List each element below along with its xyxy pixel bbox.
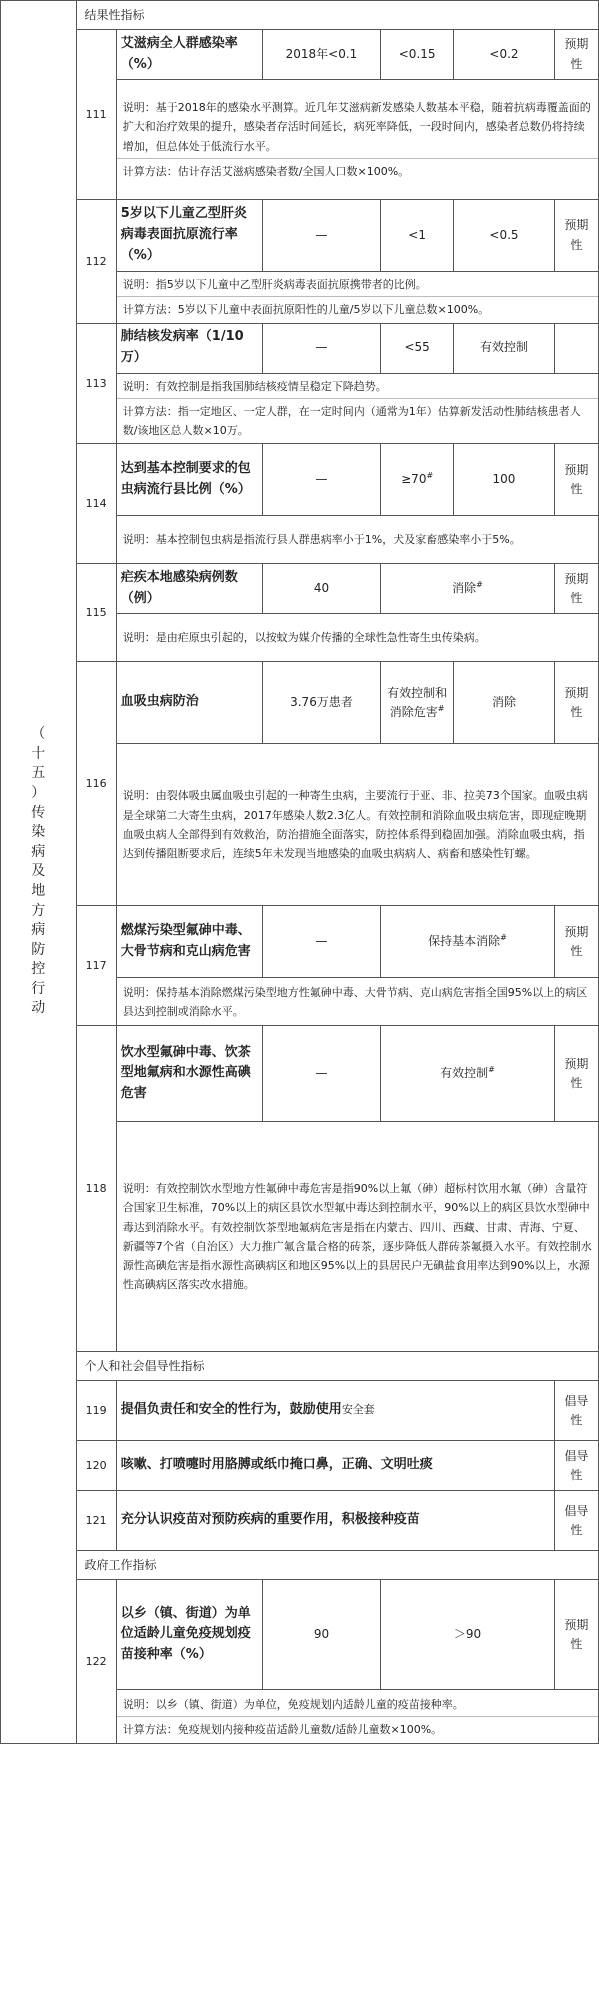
target-2022 (381, 662, 454, 744)
baseline-value: — (262, 906, 380, 978)
target-value: 保持基本消除 (428, 934, 501, 949)
sidebar-label: （十五）传染病及地方病防控行动 (31, 726, 46, 1017)
indicator-name: 疟疾本地感染病例数（例） (116, 564, 262, 614)
sidebar-cell (1, 1, 77, 1744)
indicator-note (116, 1122, 598, 1352)
target-merged (381, 906, 555, 978)
footnote-mark: # (476, 580, 483, 590)
indicator-number: 112 (76, 200, 116, 324)
note-text: 说明：保持基本消除燃煤污染型地方性氟砷中毒、大骨节病、克山病危害指全国95%以上的病区县达到控制或消除水平。 (122, 985, 588, 1018)
indicator-note (116, 744, 598, 906)
target-value: 有效控制 (440, 1066, 489, 1081)
footnote-mark: # (426, 471, 434, 481)
indicator-name: 饮水型氟砷中毒、饮茶型地氟病和水源性高碘危害 (116, 1026, 262, 1122)
indicator-number: 118 (76, 1026, 116, 1352)
advocacy-subtext: 安全套 (341, 1403, 375, 1417)
baseline-value: — (262, 200, 380, 272)
note-text: 说明：基本控制包虫病是指流行县人群患病率小于1%，犬及家畜感染率小于5%。 (122, 533, 521, 547)
indicator-note (116, 978, 598, 1026)
indicator-number: 117 (76, 906, 116, 1026)
target-2030: 消除 (454, 662, 555, 744)
indicator-type (554, 323, 598, 373)
target-2022 (381, 444, 454, 516)
baseline-value: — (262, 323, 380, 373)
indicator-name: 肺结核发病率（1/10万） (116, 323, 262, 373)
indicator-type: 倡导性 (554, 1441, 598, 1491)
indicator-note (116, 272, 598, 324)
indicator-note (116, 80, 598, 200)
indicator-note (116, 1690, 598, 1744)
section-header-advocacy: 个人和社会倡导性指标 (76, 1352, 598, 1381)
indicator-type: 预期性 (554, 444, 598, 516)
indicator-number: 121 (76, 1491, 116, 1551)
target-2030: 有效控制 (454, 323, 555, 373)
indicator-type: 倡导性 (554, 1491, 598, 1551)
calc-method: 计算方法：估计存活艾滋病感染者数/全国人口数×100%。 (117, 158, 598, 181)
baseline-value: — (262, 1026, 380, 1122)
target-2030: <0.5 (454, 200, 555, 272)
indicator-type: 预期性 (554, 30, 598, 80)
note-text: 说明：是由疟原虫引起的，以按蚊为媒介传播的全球性急性寄生虫传染病。 (122, 631, 486, 645)
indicator-type: 倡导性 (554, 1381, 598, 1441)
indicator-number: 111 (76, 30, 116, 200)
indicator-type: 预期性 (554, 662, 598, 744)
target-2022: <55 (381, 323, 454, 373)
section-header-result: 结果性指标 (76, 1, 598, 30)
indicator-note (116, 614, 598, 662)
target-merged: ＞90 (381, 1580, 555, 1690)
target-2022: <1 (381, 200, 454, 272)
calc-method: 计算方法：指一定地区、一定人群，在一定时间内（通常为1年）估算新发活动性肺结核患者人数/该地区总人数×10万。 (117, 398, 598, 441)
note-text: 说明：基于2018年的感染水平测算。近几年艾滋病新发感染人数基本平稳，随着抗病毒覆盖面的扩大和治疗效果的提升，感染者存活时间延长，病死率降低，一段时间内，感染者总数仍将持续增加，但总体处于低流行水平。 (122, 101, 591, 153)
note-text: 说明：有效控制是指我国肺结核疫情呈稳定下降趋势。 (122, 379, 387, 393)
indicator-name: 以乡（镇、街道）为单位适龄儿童免疫规划疫苗接种率（%） (116, 1580, 262, 1690)
target-value: 消除 (452, 581, 477, 596)
note-text: 说明：有效控制饮水型地方性氟砷中毒危害是指90%以上氟（砷）超标村饮用水氟（砷）含量符合国家卫生标准，70%以上的病区县饮水型氟中毒达到控制水平，90%以上的病区县饮水型砷中毒达到消除水平。有效控制饮茶型地氟病危害是指在内蒙古、四川、西藏、甘肃、青海、宁夏、新疆等7个省（自治区）大力推广氟含量合格的砖茶，逐步降低人群砖茶氟摄入水平。有效控制水源性高碘危害是指水源性高碘病区和地区95%以上的县居民户无碘盐食用率达到90%以上，水源性高碘病区落实改水措施。 (122, 1182, 592, 1292)
calc-method: 计算方法：5岁以下儿童中表面抗原阳性的儿童/5岁以下儿童总数×100%。 (117, 296, 598, 319)
baseline-value: — (262, 444, 380, 516)
indicator-name: 燃煤污染型氟砷中毒、大骨节病和克山病危害 (116, 906, 262, 978)
note-text: 说明：由裂体吸虫属血吸虫引起的一种寄生虫病，主要流行于亚、非、拉美73个国家。血吸虫病是全球第二大寄生虫病，2017年感染人数2.3亿人。有效控制和消除血吸虫病危害，即现症晚期血吸虫病人全部得到有效救治，防治措施全面落实，防控体系得到稳固加强。消除血吸虫病，指达到传播阻断要求后，连续5年未发现当地感染的血吸虫病病人、病畜和感染性钉螺。 (122, 789, 588, 860)
indicator-type: 预期性 (554, 200, 598, 272)
target-merged (381, 564, 555, 614)
advocacy-text: 咳嗽、打喷嚏时用胳膊或纸巾掩口鼻，正确、文明吐痰 (120, 1457, 433, 1473)
target-value: ≥70 (401, 472, 427, 487)
calc-method: 计算方法：免疫规划内接种疫苗适龄儿童数/适龄儿童数×100%。 (117, 1716, 598, 1739)
footnote-mark: # (488, 1065, 495, 1075)
indicator-note (116, 516, 598, 564)
advocacy-item (116, 1491, 554, 1551)
footnote-mark: # (500, 933, 507, 943)
advocacy-text: 充分认识疫苗对预防疾病的重要作用，积极接种疫苗 (120, 1512, 420, 1528)
note-text: 说明：以乡（镇、街道）为单位，免疫规划内适龄儿童的疫苗接种率。 (122, 1697, 464, 1711)
section-header-government: 政府工作指标 (76, 1551, 598, 1580)
indicator-number: 120 (76, 1441, 116, 1491)
indicator-number: 122 (76, 1580, 116, 1744)
indicator-type: 预期性 (554, 564, 598, 614)
indicator-name: 达到基本控制要求的包虫病流行县比例（%） (116, 444, 262, 516)
footnote-mark: # (437, 703, 445, 713)
indicator-number: 115 (76, 564, 116, 662)
baseline-value: 2018年<0.1 (262, 30, 380, 80)
indicator-number: 114 (76, 444, 116, 564)
target-2022: <0.15 (381, 30, 454, 80)
baseline-value: 3.76万患者 (262, 662, 380, 744)
baseline-value: 90 (262, 1580, 380, 1690)
target-value: 有效控制和消除危害 (387, 685, 448, 719)
indicator-type: 预期性 (554, 1580, 598, 1690)
baseline-value: 40 (262, 564, 380, 614)
advocacy-text: 提倡负责任和安全的性行为，鼓励使用 (120, 1402, 342, 1418)
target-2030: <0.2 (454, 30, 555, 80)
advocacy-item (116, 1441, 554, 1491)
target-2030: 100 (454, 444, 555, 516)
note-text: 说明：指5岁以下儿童中乙型肝炎病毒表面抗原携带者的比例。 (122, 278, 427, 291)
indicator-name: 血吸虫病防治 (116, 662, 262, 744)
advocacy-item (116, 1381, 554, 1441)
indicator-number: 113 (76, 323, 116, 444)
indicator-note (116, 373, 598, 444)
indicator-number: 116 (76, 662, 116, 906)
indicator-name: 艾滋病全人群感染率（%） (116, 30, 262, 80)
indicator-number: 119 (76, 1381, 116, 1441)
target-merged (381, 1026, 555, 1122)
indicator-type: 预期性 (554, 1026, 598, 1122)
indicator-name: 5岁以下儿童乙型肝炎病毒表面抗原流行率（%） (116, 200, 262, 272)
indicator-type: 预期性 (554, 906, 598, 978)
